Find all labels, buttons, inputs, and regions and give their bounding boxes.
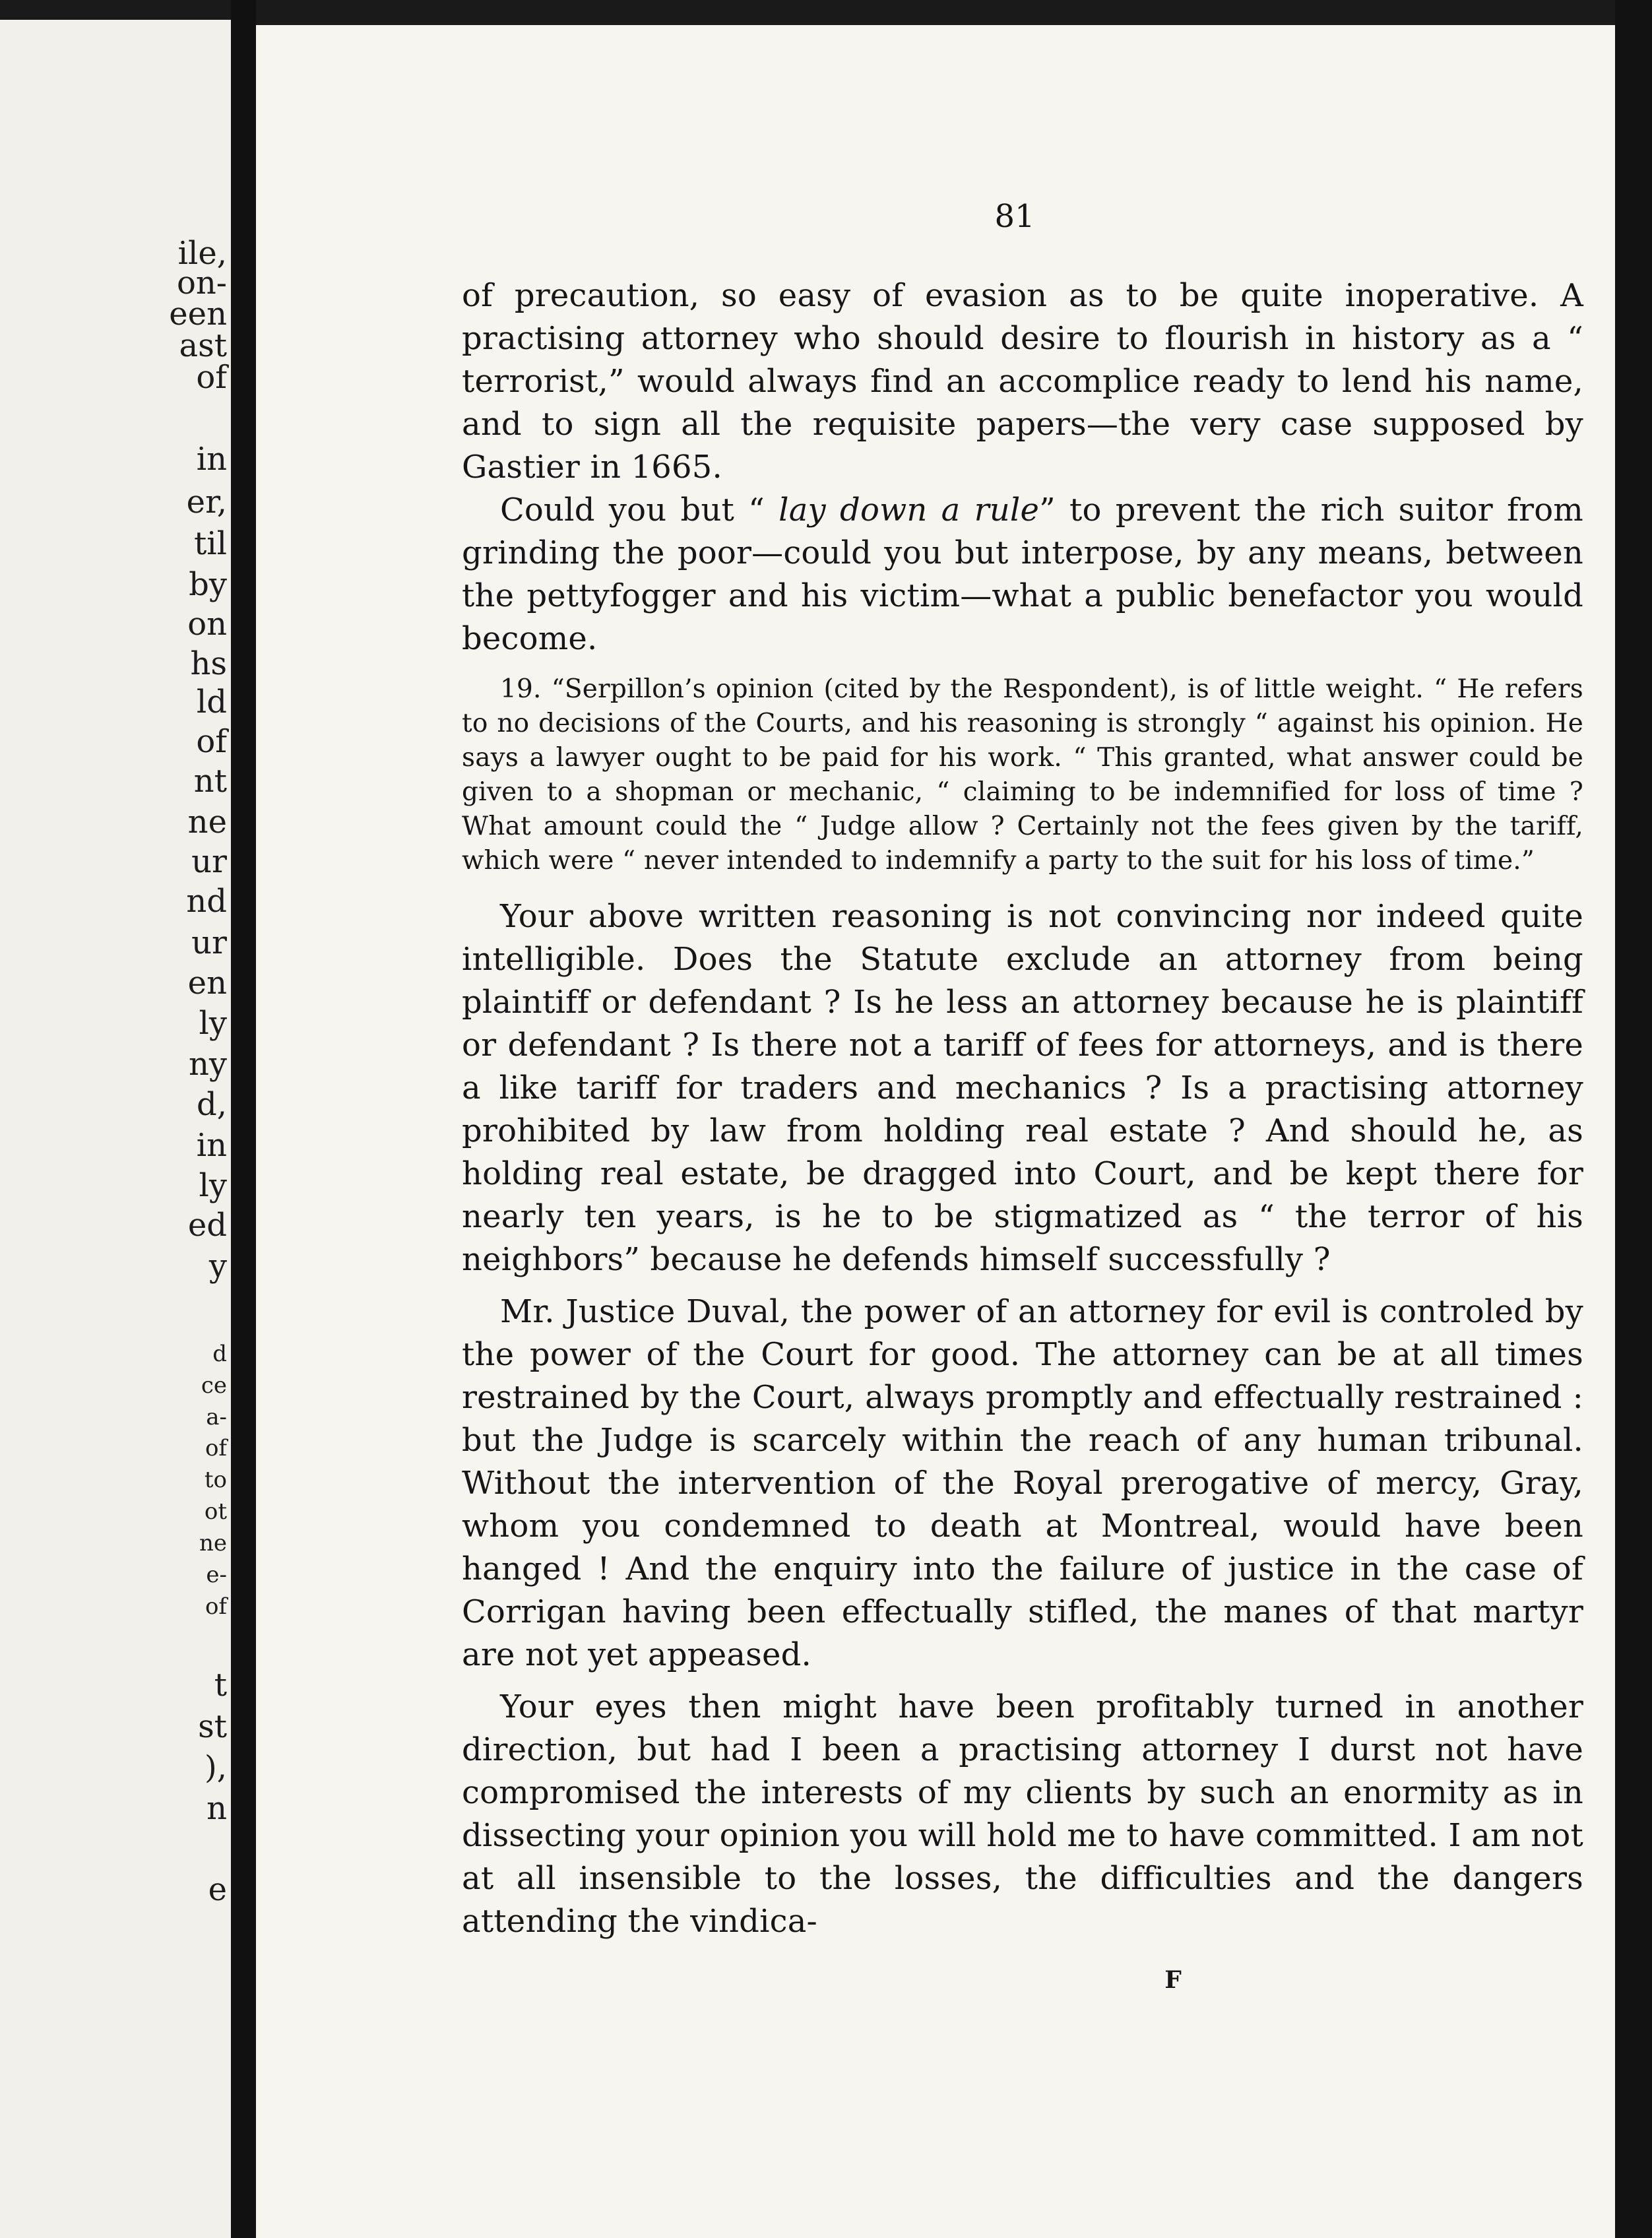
facing-page-text-fragment: er, xyxy=(186,484,227,521)
facing-page-text-fragment: of xyxy=(205,1593,227,1620)
facing-page-text-fragment: ld xyxy=(196,684,227,720)
scan-border-right xyxy=(1615,0,1652,2238)
facing-page-text-fragment: to xyxy=(204,1467,227,1493)
facing-page-text-fragment: by xyxy=(189,566,227,603)
paragraph-precaution: of precaution, so easy of evasion as to be quite inoperative. A practising attorney who should desire to flourish in history as a “ terrorist,” would always find an accomplice ready to lend his name, and to sign all the requisite papers—the very case supposed by Gastier in 1665. xyxy=(462,277,1583,486)
facing-page-text-fragment: ur xyxy=(191,924,227,961)
facing-page-text-fragment: in xyxy=(196,1127,227,1164)
facing-page-text-fragment: n xyxy=(206,1790,227,1827)
facing-page-text-fragment: a- xyxy=(206,1404,227,1430)
facing-page-text-fragment: ly xyxy=(199,1005,227,1042)
facing-page-text-fragment: ce xyxy=(201,1372,227,1399)
paragraph-lay-down-rule-start: Could you but “ xyxy=(500,492,779,528)
facing-page-text-fragment: ur xyxy=(191,843,227,880)
facing-page-text-fragment: ast xyxy=(179,327,227,364)
facing-page-text-fragment: d xyxy=(212,1341,227,1367)
facing-page-text-fragment: y xyxy=(208,1248,227,1285)
facing-page-text-fragment: ly xyxy=(199,1167,227,1204)
paragraph-justice-duval: Mr. Justice Duval, the power of an attorney for evil is controled by the power of the Court for good. The attorney can be at all times restrained by the Court, always promptly and effectually restrained : but the Judge is scarcely within the reach of any human tribunal. Without the intervention of the Royal prerogative of mercy, Gray, whom you condemned to death at Montreal, would have been hanged ! And the enquiry into the failure of justice in the case of Corrigan having been effectually stifled, the manes of that martyr are not yet appeased. xyxy=(462,1293,1583,1673)
facing-page-text-fragment: ne xyxy=(187,804,227,841)
paragraph-lay-down-rule xyxy=(462,489,1583,660)
facing-page-text-fragment: of xyxy=(196,723,227,760)
footnote-19: 19. “Serpillon’s opinion (cited by the Respondent), is of little weight. “ He refers to no decisions of the Courts, and his reasoning is strongly “ against his opinion. He says a lawyer ought to be paid for his work. “ This granted, what answer could be given to a shopman or mechanic, “ claiming to be indemnified for loss of time ? What amount could the “ Judge allow ? Certainly not the fees given by the tariff, which were “ never intended to indemnify a party to the suit for his loss of time.” xyxy=(462,674,1583,876)
page-body xyxy=(462,274,1583,1943)
facing-page-text-fragment: en xyxy=(187,965,227,1002)
facing-page-text-fragment: st xyxy=(198,1708,227,1745)
facing-page-text-fragment: een xyxy=(169,296,227,333)
facing-page-text-fragment: til xyxy=(194,525,227,562)
book-page xyxy=(256,25,1615,2238)
facing-page-text-fragment: on xyxy=(187,606,227,643)
facing-page-text-fragment: ne xyxy=(199,1530,227,1556)
facing-page-text-fragment: ), xyxy=(205,1749,227,1786)
facing-page-text-fragment: in xyxy=(196,441,227,478)
facing-page-text-fragment: t xyxy=(214,1667,227,1704)
facing-page-text-fragment: ed xyxy=(187,1207,227,1244)
paragraph-reasoning: Your above written reasoning is not convincing nor indeed quite intelligible. Does the Statute exclude an attorney from being plaintiff or defendant ? Is he less an attorney because he is plaintiff or defendant ? Is there not a tariff of fees for attorneys, and is there a like tariff for traders and mechanics ? Is a practising attorney prohibited by law from holding real estate ? And should he, as holding real estate, be dragged into Court, and be kept there for nearly ten years, is he to be stigmatized as “ the terror of his neighbors” because he defends himself successfully ? xyxy=(462,898,1583,1278)
paragraph-your-eyes: Your eyes then might have been profitably turned in another direction, but had I been a practising attorney I durst not have compromised the interests of my clients by such an enormity as in dissecting your opinion you will hold me to have committed. I am not at all insensible to the losses, the difficulties and the dangers attending the vindica- xyxy=(462,1688,1583,1940)
facing-page-text-fragment: of xyxy=(205,1435,227,1461)
paragraph-lay-down-rule-end: ” to prevent the rich suitor from grinding the poor—could you but interpose, by any means, between the pettyfogger and his victim—what a public benefactor you would become. xyxy=(462,492,1584,657)
page-number: 81 xyxy=(994,198,1035,235)
facing-page-text-fragment: nt xyxy=(193,763,227,800)
facing-page-text-fragment: hs xyxy=(190,645,227,682)
facing-page-text-fragment: d, xyxy=(197,1086,227,1123)
facing-page-text-fragment: ot xyxy=(204,1498,227,1525)
facing-page-text-fragment: ny xyxy=(188,1046,227,1083)
signature-mark: F xyxy=(1164,1966,1182,1994)
facing-page-text-fragment: ile, xyxy=(177,235,227,272)
book-gutter xyxy=(231,0,256,2238)
facing-page-text-fragment: e xyxy=(208,1871,227,1908)
facing-page-text-fragment: on- xyxy=(176,265,227,302)
facing-page-text-fragment: of xyxy=(196,359,227,396)
facing-page-text-fragment: nd xyxy=(186,883,227,920)
lay-down-rule-italic: lay down a rule xyxy=(778,492,1040,528)
facing-page-fragment xyxy=(0,20,231,2238)
facing-page-text-fragment: e- xyxy=(206,1562,227,1588)
